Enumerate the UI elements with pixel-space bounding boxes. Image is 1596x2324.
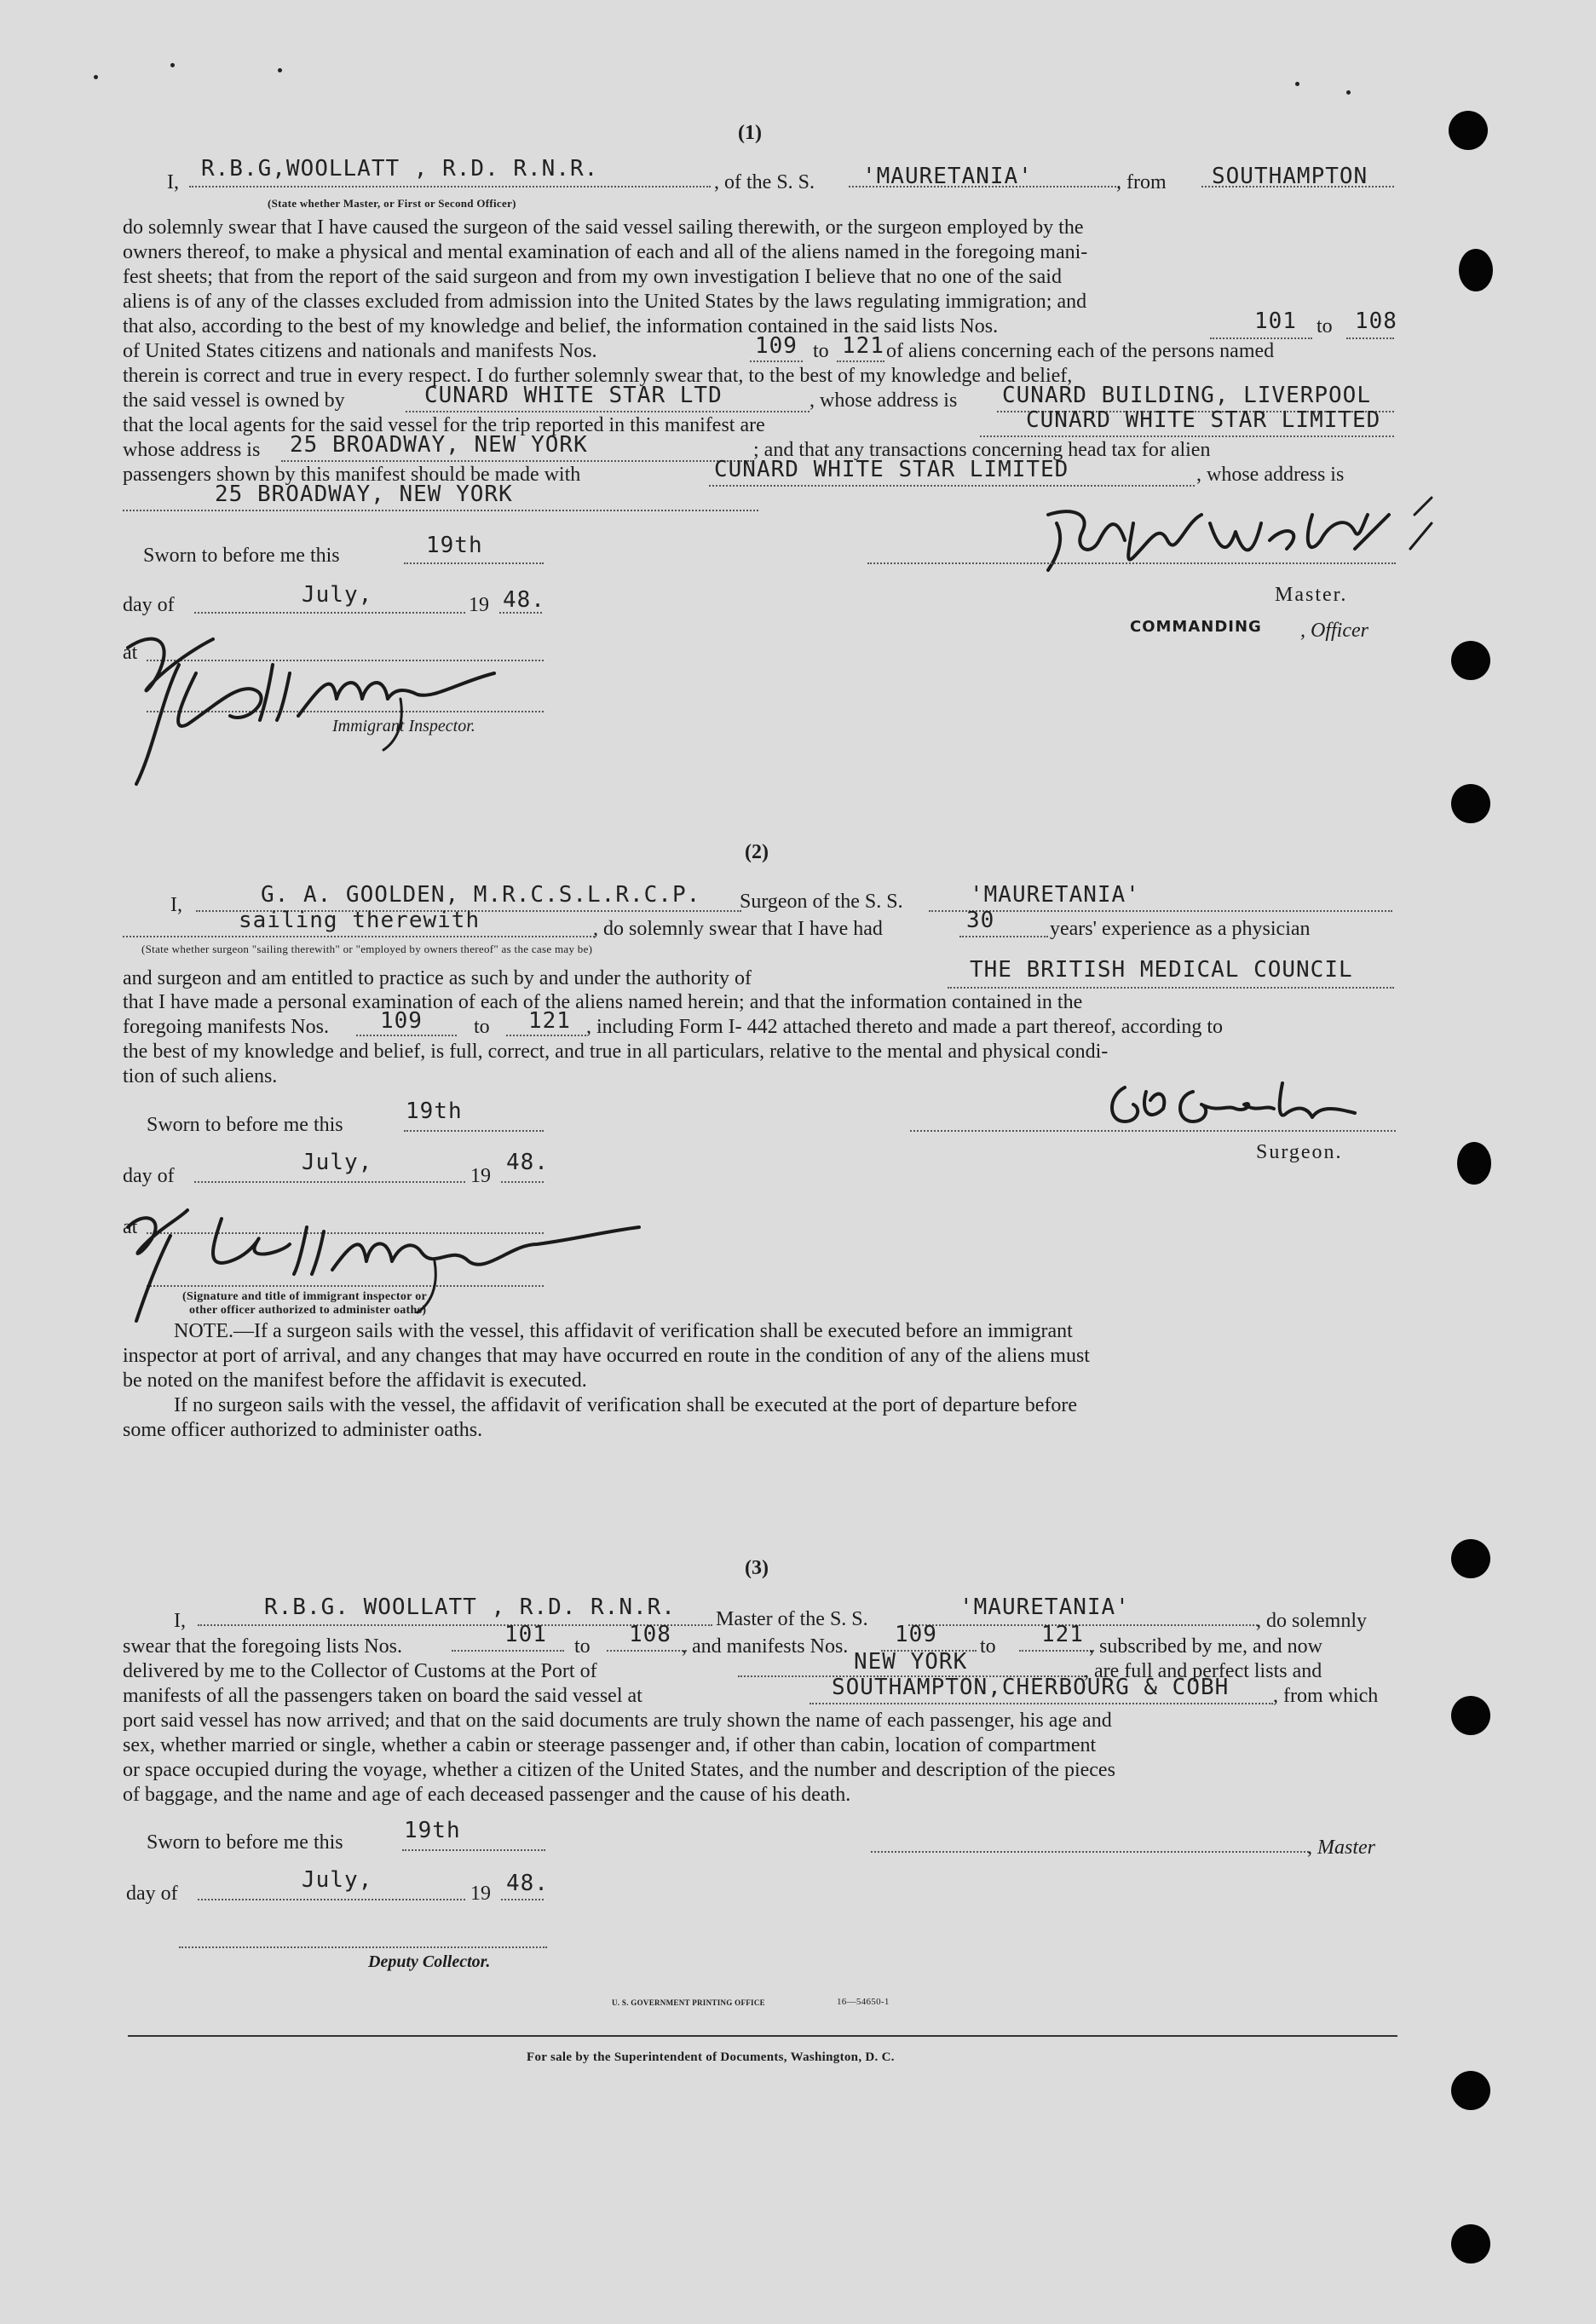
sworn-month: July, bbox=[302, 1867, 373, 1893]
lists-to-line bbox=[607, 1650, 687, 1652]
form-code: 16—54650-1 bbox=[837, 1997, 890, 2007]
collector-label: delivered by me to the Collector of Customs at the Port of bbox=[123, 1660, 597, 1682]
lists-to: 108 bbox=[629, 1622, 671, 1647]
lists-label: swear that the foregoing lists Nos. bbox=[123, 1635, 402, 1658]
paragraph-line: that I have made a personal examination of each of the aliens named herein; and that the information contained in the bbox=[123, 991, 1083, 1013]
local-agents: CUNARD WHITE STAR LIMITED bbox=[1026, 407, 1381, 433]
authority-prefix: and surgeon and am entitled to practice as such by and under the authority of bbox=[123, 967, 752, 989]
i-label: I, bbox=[170, 894, 182, 916]
i-label: I, bbox=[174, 1610, 186, 1632]
signature-note-1: (Signature and title of immigrant inspector or bbox=[182, 1290, 428, 1303]
sworn-label: Sworn to before me this bbox=[147, 1831, 343, 1854]
owner-line-b: , whose address is bbox=[810, 389, 958, 412]
vessel-name: 'MAURETANIA' bbox=[970, 882, 1140, 908]
manifests-to: 121 bbox=[528, 1008, 571, 1034]
manifests-to: 121 bbox=[842, 333, 884, 359]
section-number: (3) bbox=[745, 1557, 769, 1579]
officer-name: R.B.G,WOOLLATT , R.D. R.N.R. bbox=[201, 156, 599, 182]
i-label: I, bbox=[167, 171, 179, 193]
day-of-label: day of bbox=[123, 1165, 175, 1187]
years-text: years' experience as a physician bbox=[1050, 918, 1311, 940]
head-tax-party-label: passengers shown by this manifest should be made with bbox=[123, 464, 581, 486]
year-prefix: 19 bbox=[470, 1165, 491, 1187]
owner-address: CUNARD BUILDING, LIVERPOOL bbox=[1002, 383, 1371, 408]
delivery-paragraph bbox=[123, 1709, 1394, 1808]
commanding-stamp: COMMANDING bbox=[1130, 618, 1262, 636]
note-line: NOTE.—If a surgeon sails with the vessel, this affidavit of verification shall be executed before an immigrant bbox=[174, 1320, 1073, 1342]
sailing-status: sailing therewith bbox=[239, 908, 481, 933]
status-note: (State whether surgeon "sailing therewith" or "employed by owners thereof" as the case may be) bbox=[141, 943, 593, 955]
lists-to: 108 bbox=[1355, 309, 1397, 334]
paragraph-line: of baggage, and the name and age of each deceased passenger and the cause of his death. bbox=[123, 1784, 851, 1806]
authority: THE BRITISH MEDICAL COUNCIL bbox=[970, 957, 1353, 983]
to-word: to bbox=[474, 1016, 490, 1038]
sworn-day: 19th bbox=[426, 533, 483, 558]
to-word: to bbox=[813, 340, 829, 362]
owner-line-a: the said vessel is owned by bbox=[123, 389, 345, 412]
sworn-label: Sworn to before me this bbox=[143, 545, 340, 567]
paragraph-line: the best of my knowledge and belief, is full, correct, and true in all particulars, relative to the mental and physical condi- bbox=[123, 1041, 1109, 1063]
printing-office: U. S. GOVERNMENT PRINTING OFFICE bbox=[612, 1998, 765, 2007]
paragraph-line: do solemnly swear that I have caused the surgeon of the said vessel sailing therewith, or the surgeon employed by the bbox=[123, 216, 1084, 239]
manifest-line-b: of aliens concerning each of the persons named bbox=[886, 340, 1275, 362]
lists-from: 101 bbox=[1254, 309, 1297, 334]
sworn-month: July, bbox=[302, 1150, 373, 1175]
ports-of-departure: SOUTHAMPTON,CHERBOURG & COBH bbox=[832, 1675, 1230, 1700]
inspector-label: Immigrant Inspector. bbox=[332, 717, 475, 735]
paragraph-line: fest sheets; that from the report of the said surgeon and from my own investigation I believe that no one of the said bbox=[123, 266, 1062, 288]
year-suffix: 48. bbox=[506, 1150, 549, 1175]
deputy-collector-label: Deputy Collector. bbox=[368, 1952, 491, 1971]
paragraph-line: port said vessel has now arrived; and that on the said documents are truly shown the name of each passenger, his age and bbox=[123, 1710, 1112, 1732]
paragraph-line: sex, whether married or single, whether a cabin or steerage passenger and, if other than cabin, location of compartment bbox=[123, 1734, 1097, 1756]
paragraph-line: or space occupied during the voyage, whether a citizen of the United States, and the number and description of the pieces bbox=[123, 1759, 1115, 1781]
port-of-arrival: NEW YORK bbox=[854, 1649, 968, 1675]
agents-address: 25 BROADWAY, NEW YORK bbox=[290, 432, 588, 458]
head-tax-party: CUNARD WHITE STAR LIMITED bbox=[714, 457, 1069, 482]
vessel-name: 'MAURETANIA' bbox=[862, 164, 1033, 189]
sworn-day: 19th bbox=[404, 1818, 461, 1843]
paragraph-line: tion of such aliens. bbox=[123, 1065, 278, 1087]
paragraph-line: aliens is of any of the classes excluded from admission into the United States by the laws regulating immigration; and bbox=[123, 291, 1087, 313]
year-prefix: 19 bbox=[469, 594, 489, 616]
from-which-label: , from which bbox=[1273, 1685, 1379, 1707]
master-name: R.B.G. WOOLLATT , R.D. R.N.R. bbox=[264, 1595, 676, 1620]
day-of-label: day of bbox=[123, 594, 175, 616]
year-suffix: 48. bbox=[506, 1871, 549, 1896]
subscribed-label: , subscribed by me, and now bbox=[1089, 1635, 1322, 1658]
section-number: (2) bbox=[745, 841, 769, 863]
lists-from: 101 bbox=[504, 1622, 547, 1647]
sworn-month: July, bbox=[302, 582, 373, 608]
at-label: at bbox=[123, 642, 138, 664]
year-prefix: 19 bbox=[470, 1883, 491, 1905]
year-line bbox=[501, 1899, 544, 1900]
master-label: , Master bbox=[1307, 1837, 1375, 1859]
head-tax-line: ; and that any transactions concerning head tax for alien bbox=[753, 439, 1211, 461]
surgeon-label: Surgeon. bbox=[1256, 1141, 1343, 1163]
officer-label: , Officer bbox=[1300, 620, 1368, 642]
full-lists-label: , are full and perfect lists and bbox=[1084, 1660, 1322, 1682]
signature-note-2: other officer authorized to administer oaths) bbox=[189, 1304, 427, 1317]
departure-label: manifests of all the passengers taken on board the said vessel at bbox=[123, 1685, 642, 1707]
section-number: (1) bbox=[738, 122, 762, 144]
at-label: at bbox=[123, 1216, 138, 1238]
lists-from-line bbox=[452, 1650, 564, 1652]
year-suffix: 48. bbox=[503, 587, 545, 613]
solemnly-label: , do solemnly bbox=[1256, 1610, 1367, 1632]
agents-address-label: whose address is bbox=[123, 439, 261, 461]
to-word: to bbox=[1317, 315, 1333, 337]
of-the-ss-label: , of the S. S. bbox=[714, 171, 815, 193]
sworn-day: 19th bbox=[406, 1099, 463, 1124]
manifests-from: 109 bbox=[895, 1622, 937, 1647]
note-line: be noted on the manifest before the affidavit is executed. bbox=[123, 1370, 587, 1392]
officer-note: (State whether Master, or First or Second Officer) bbox=[268, 197, 516, 210]
manifests-tail: , including Form I- 442 attached thereto and made a part thereof, according to bbox=[586, 1016, 1224, 1038]
day-of-label: day of bbox=[126, 1883, 178, 1905]
paragraph-line: therein is correct and true in every respect. I do further solemnly swear that, to the best of my knowledge and belief, bbox=[123, 365, 1073, 387]
to-word: to bbox=[980, 1635, 996, 1658]
master-signature-line bbox=[871, 1851, 1309, 1853]
note-line: If no surgeon sails with the vessel, the affidavit of verification shall be executed at the port of departure before bbox=[174, 1394, 1078, 1416]
from-label: , from bbox=[1116, 171, 1167, 193]
master-label: Master. bbox=[1275, 584, 1348, 606]
sworn-day-line bbox=[402, 1849, 545, 1851]
manifests-from: 109 bbox=[755, 333, 798, 359]
sworn-month-line bbox=[198, 1899, 465, 1900]
head-tax-address-label: , whose address is bbox=[1196, 464, 1345, 486]
note-line: inspector at port of arrival, and any changes that may have occurred en route in the condition of any of the aliens must bbox=[123, 1345, 1090, 1367]
deputy-collector-line bbox=[179, 1946, 547, 1948]
manifests-label: , and manifests Nos. bbox=[682, 1635, 849, 1658]
manifest-line-a: of United States citizens and nationals and manifests Nos. bbox=[123, 340, 597, 362]
paragraph-line: owners thereof, to make a physical and mental examination of each and all of the aliens named in the foregoing mani- bbox=[123, 241, 1088, 263]
for-sale-note: For sale by the Superintendent of Documents, Washington, D. C. bbox=[527, 2050, 895, 2064]
sworn-label: Sworn to before me this bbox=[147, 1114, 343, 1136]
from-port: SOUTHAMPTON bbox=[1212, 164, 1368, 189]
manifests-from: 109 bbox=[380, 1008, 423, 1034]
footer-rule bbox=[128, 2035, 1397, 2037]
years-experience: 30 bbox=[966, 908, 995, 933]
vessel-owner: CUNARD WHITE STAR LTD bbox=[424, 383, 723, 408]
manifests-label: foregoing manifests Nos. bbox=[123, 1016, 329, 1038]
ports-of-departure-line bbox=[810, 1703, 1273, 1704]
paragraph-line: that also, according to the best of my knowledge and belief, the information contained in the said lists Nos. bbox=[123, 315, 999, 337]
manifests-to: 121 bbox=[1041, 1622, 1084, 1647]
swear-text: , do solemnly swear that I have had bbox=[593, 918, 883, 940]
surgeon-name: G. A. GOOLDEN, M.R.C.S.L.R.C.P. bbox=[261, 882, 701, 908]
master-of-ss: Master of the S. S. bbox=[716, 1608, 868, 1630]
surgeon-of-the-ss: Surgeon of the S. S. bbox=[740, 891, 903, 913]
head-tax-address: 25 BROADWAY, NEW YORK bbox=[215, 482, 513, 507]
manifests-to-line bbox=[1019, 1650, 1094, 1652]
vessel-name: 'MAURETANIA' bbox=[959, 1595, 1130, 1620]
agents-line-a: that the local agents for the said vessel for the trip reported in this manifest are bbox=[123, 414, 765, 436]
note-line: some officer authorized to administer oaths. bbox=[123, 1419, 483, 1441]
to-word: to bbox=[574, 1635, 591, 1658]
